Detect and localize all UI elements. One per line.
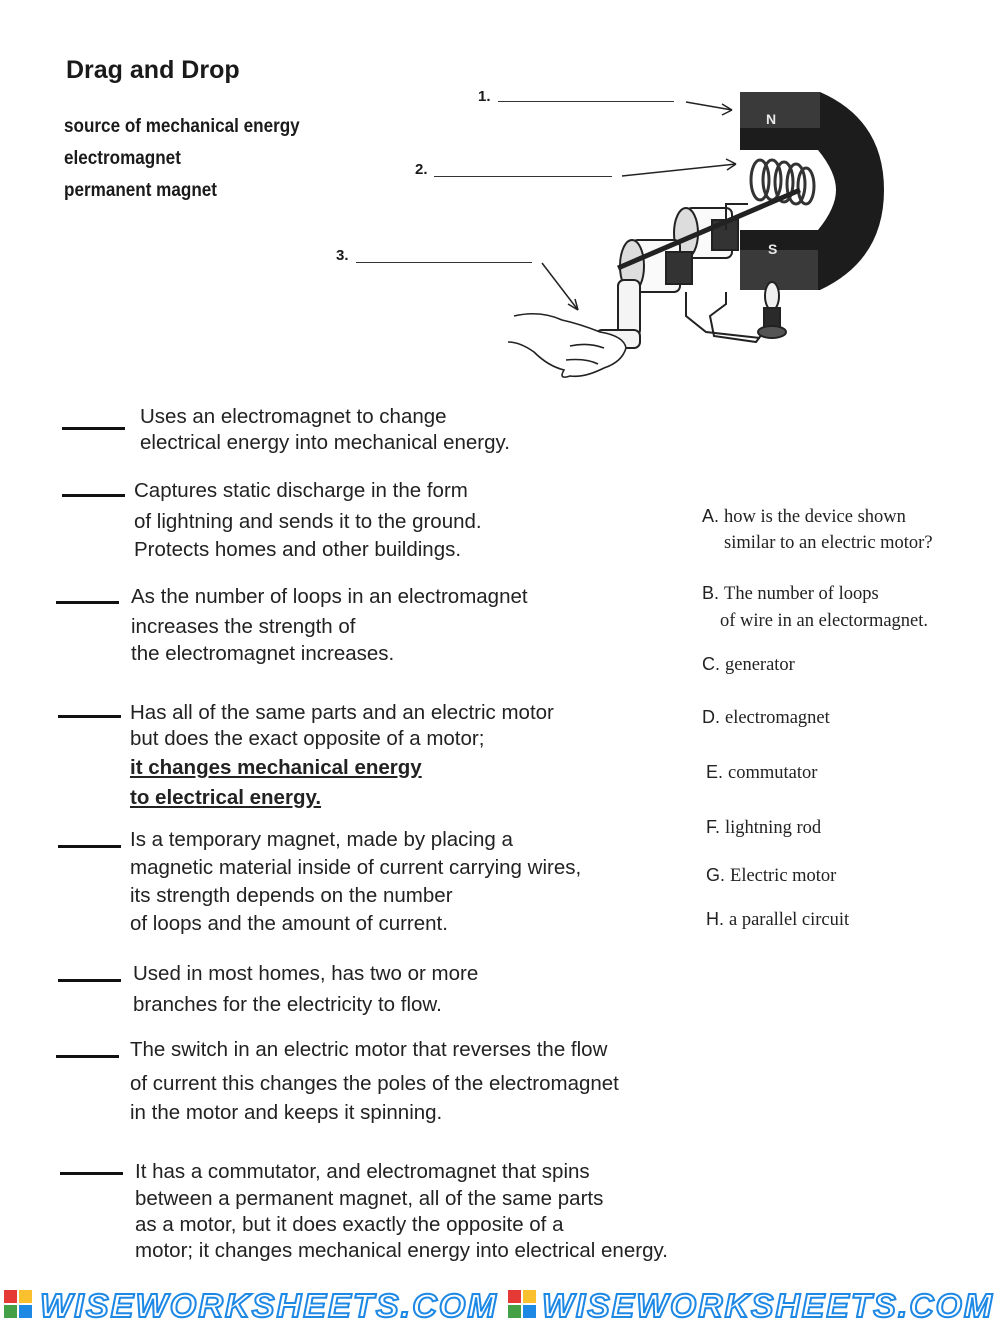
north-pole-label: N bbox=[766, 111, 777, 127]
answer-blank[interactable] bbox=[60, 1172, 123, 1175]
option-letter: G. bbox=[706, 865, 726, 885]
option-text: lightning rod bbox=[725, 818, 822, 838]
question-text: in the motor and keeps it spinning. bbox=[130, 1101, 443, 1124]
diagram-label-number: 1. bbox=[478, 88, 491, 105]
question-text: electrical energy into mechanical energy. bbox=[140, 431, 510, 454]
answer-option[interactable] bbox=[720, 608, 928, 635]
question-text: The switch in an electric motor that reverses the flow bbox=[130, 1038, 608, 1061]
watermark-text: WISEWORKSHEETS.COM bbox=[40, 1287, 498, 1324]
page-title: Drag and Drop bbox=[66, 56, 240, 84]
answer-option[interactable] bbox=[706, 814, 821, 842]
option-text: commutator bbox=[728, 763, 818, 783]
question-text: of loops and the amount of current. bbox=[130, 912, 448, 935]
question-text: Used in most homes, has two or more bbox=[133, 962, 479, 985]
question-emphasis-text: it changes mechanical energy bbox=[130, 756, 422, 779]
answer-option[interactable] bbox=[706, 759, 817, 787]
question-text bbox=[130, 784, 321, 811]
answer-blank[interactable] bbox=[62, 494, 125, 497]
answer-option[interactable] bbox=[702, 580, 879, 608]
question-emphasis-text: to electrical energy. bbox=[130, 786, 322, 809]
light-bulb bbox=[758, 282, 786, 338]
option-text: generator bbox=[725, 655, 795, 675]
answer-blank[interactable] bbox=[62, 427, 125, 430]
question-text: Protects homes and other buildings. bbox=[134, 538, 462, 561]
generator-diagram bbox=[500, 80, 900, 390]
answer-option[interactable] bbox=[702, 704, 830, 732]
diagram-label-number: 3. bbox=[336, 247, 349, 264]
question-text: As the number of loops in an electromagnet bbox=[131, 585, 528, 608]
question-text: Captures static discharge in the form bbox=[134, 479, 468, 502]
option-letter: C. bbox=[702, 654, 720, 674]
word-bank-item[interactable]: electromagnet bbox=[64, 148, 181, 169]
answer-blank[interactable] bbox=[58, 845, 121, 848]
question-text: as a motor, but it does exactly the opposite of a bbox=[135, 1213, 564, 1236]
watermark-text: WISEWORKSHEETS.COM bbox=[542, 1287, 994, 1324]
diagram-label-number: 2. bbox=[415, 161, 428, 178]
question-text: Is a temporary magnet, made by placing a bbox=[130, 828, 513, 851]
question-text bbox=[130, 754, 422, 781]
option-text: a parallel circuit bbox=[729, 910, 850, 930]
answer-option[interactable] bbox=[724, 530, 933, 557]
answer-blank[interactable] bbox=[56, 1055, 119, 1058]
answer-blank[interactable] bbox=[58, 715, 121, 718]
question-text: Uses an electromagnet to change bbox=[140, 405, 447, 428]
question-text: of current this changes the poles of the electromagnet bbox=[130, 1072, 619, 1095]
answer-option[interactable] bbox=[702, 503, 906, 531]
option-text: electromagnet bbox=[725, 708, 830, 728]
word-bank-item[interactable]: source of mechanical energy bbox=[64, 116, 300, 137]
option-text: how is the device shown bbox=[724, 507, 906, 527]
question-text: the electromagnet increases. bbox=[131, 642, 395, 665]
option-letter: F. bbox=[706, 817, 721, 837]
question-text: It has a commutator, and electromagnet that spins bbox=[135, 1160, 590, 1183]
option-text: The number of loops bbox=[724, 584, 879, 604]
answer-blank[interactable] bbox=[58, 979, 121, 982]
option-letter: B. bbox=[702, 583, 720, 603]
permanent-magnet bbox=[740, 92, 884, 290]
question-text: Has all of the same parts and an electric motor bbox=[130, 701, 554, 724]
option-letter: D. bbox=[702, 707, 720, 727]
answer-blank[interactable] bbox=[56, 601, 119, 604]
word-bank-item[interactable]: permanent magnet bbox=[64, 180, 217, 201]
answer-option[interactable] bbox=[706, 906, 849, 934]
option-text: of wire in an electormagnet. bbox=[720, 611, 929, 631]
question-text: but does the exact opposite of a motor; bbox=[130, 727, 485, 750]
footer-watermark bbox=[0, 1284, 1000, 1324]
question-text: its strength depends on the number bbox=[130, 884, 453, 907]
question-text: between a permanent magnet, all of the same parts bbox=[135, 1187, 604, 1210]
question-text: increases the strength of bbox=[131, 615, 356, 638]
option-text: Electric motor bbox=[730, 866, 837, 886]
option-text: similar to an electric motor? bbox=[724, 533, 933, 553]
answer-option[interactable] bbox=[706, 862, 836, 890]
option-letter: H. bbox=[706, 909, 724, 929]
option-letter: E. bbox=[706, 762, 724, 782]
question-text: of lightning and sends it to the ground. bbox=[134, 510, 482, 533]
question-text: magnetic material inside of current carrying wires, bbox=[130, 856, 582, 879]
south-pole-label: S bbox=[768, 241, 778, 257]
question-text: motor; it changes mechanical energy into electrical energy. bbox=[135, 1239, 668, 1262]
question-text: branches for the electricity to flow. bbox=[133, 993, 442, 1016]
option-letter: A. bbox=[702, 506, 720, 526]
answer-option[interactable] bbox=[702, 651, 795, 679]
hand-drawing bbox=[508, 314, 626, 377]
